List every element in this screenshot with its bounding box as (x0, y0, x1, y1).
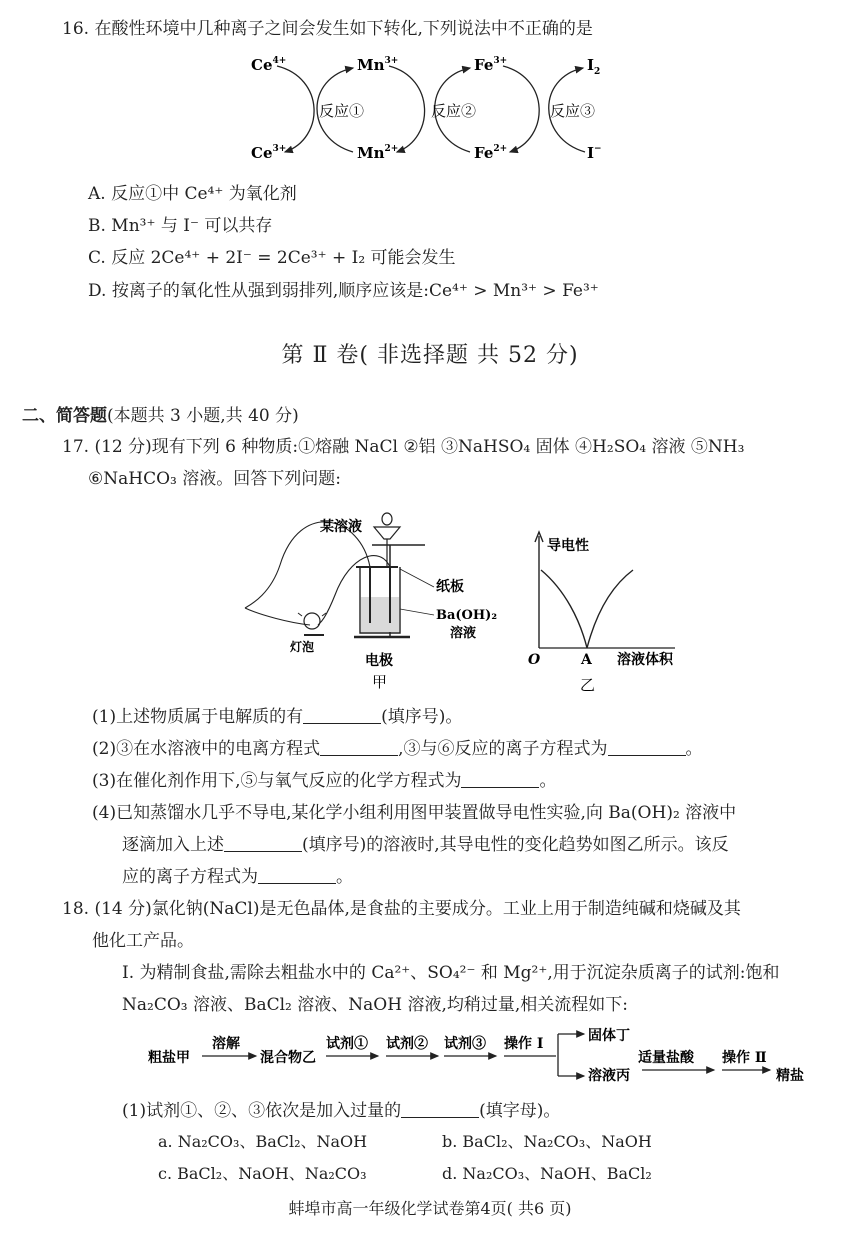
q17-figure-jia (240, 505, 510, 695)
yi-caption: 乙 (580, 676, 596, 694)
q18-sub1 (122, 1100, 560, 1122)
reaction-1-label: 反应① (319, 102, 365, 120)
ion-i-minus: I− (587, 144, 602, 162)
reaction-3-label: 反应③ (550, 102, 596, 120)
q16-redox-diagram (245, 48, 625, 173)
ion-mn2: $Mn^{2+}$ (357, 144, 399, 162)
q16-stem (62, 18, 593, 40)
answer-blank[interactable] (401, 1103, 479, 1118)
q18-line1-text: (14 分)氯化钠(NaCl)是无色晶体,是食盐的主要成分。工业上用于制造纯碱和烧碱及其 (94, 899, 741, 919)
flow-r2: 试剂② (386, 1036, 428, 1052)
ion-fe2: $Fe^{2+}$ (474, 144, 508, 162)
answer-blank[interactable] (303, 709, 381, 724)
section-heading-bold: 二、简答题 (22, 406, 107, 426)
q17-sub3-suffix: 。 (539, 771, 557, 791)
jia-label-board: 纸板 (436, 579, 464, 595)
flow-mix: 混合物乙 (260, 1050, 316, 1066)
jia-label-soln: 溶液 (450, 626, 477, 641)
q17-sub4-line1: (4)已知蒸馏水几乎不导电,某化学小组利用图甲装置做导电性实验,向 Ba(OH)₂ 溶液中 (92, 803, 737, 823)
q16-option-d: D. 按离子的氧化性从强到弱排列,顺序应该是:Ce⁴⁺ > Mn³⁺ > Fe³⁺ (88, 281, 599, 301)
q18-option-b: b. BaCl₂、Na₂CO₃、NaOH (442, 1132, 652, 1151)
q17-sub1-prefix: (1)上述物质属于电解质的有 (92, 707, 304, 727)
q18-line2: 他化工产品。 (92, 931, 194, 951)
section-2-heading (22, 405, 299, 427)
jia-label-baoh: Ba(OH)₂ (436, 608, 498, 623)
q18-part1-line2: Na₂CO₃ 溶液、BaCl₂ 溶液、NaOH 溶液,均稍过量,相关流程如下: (122, 995, 628, 1015)
answer-blank[interactable] (461, 773, 539, 788)
page-footer: 蚌埠市高一年级化学试卷第4页( 共6 页) (288, 1199, 572, 1218)
q17-sub2-prefix: (2)③在水溶液中的电离方程式 (92, 739, 321, 759)
q17-sub1 (92, 706, 462, 728)
q18-flow-diagram (148, 1022, 828, 1092)
q17-sub4-line3-prefix: 应的离子方程式为 (122, 867, 258, 887)
flow-product: 精盐 (776, 1068, 804, 1084)
q17-sub4-line2 (122, 834, 729, 856)
q18-line1 (62, 898, 741, 920)
answer-blank[interactable] (258, 869, 336, 884)
q17-sub3 (92, 770, 556, 792)
q16-option-a: A. 反应①中 Ce⁴⁺ 为氧化剂 (88, 184, 297, 204)
q16-option-c: C. 反应 2Ce⁴⁺ + 2I⁻ = 2Ce³⁺ + I₂ 可能会发生 (88, 248, 456, 268)
section-2-title: 第 Ⅱ 卷( 非选择题 共 52 分) (281, 343, 579, 368)
q17-line2: ⑥NaHCO₃ 溶液。回答下列问题: (88, 469, 341, 489)
q16-option-b: B. Mn³⁺ 与 I⁻ 可以共存 (88, 216, 273, 236)
q17-sub4-line2-prefix: 逐滴加入上述 (122, 835, 224, 855)
jia-caption: 甲 (372, 673, 388, 691)
answer-blank[interactable] (224, 837, 302, 852)
q17-sub1-suffix: (填序号)。 (381, 707, 463, 727)
flow-op2: 操作 Ⅱ (722, 1050, 767, 1066)
q18-option-a: a. Na₂CO₃、BaCl₂、NaOH (158, 1132, 368, 1151)
jia-label-bulb: 灯泡 (290, 640, 315, 654)
q17-sub4-line3-suffix: 。 (336, 867, 353, 887)
q17-line1 (62, 436, 744, 458)
q16-number: 16. (62, 19, 90, 39)
flow-r3: 试剂③ (444, 1036, 486, 1052)
yi-ylabel: 导电性 (547, 538, 589, 554)
q17-figure-yi (525, 530, 695, 695)
q17-line1-text: (12 分)现有下列 6 种物质:①熔融 NaCl ②铝 ③NaHSO₄ 固体 ④H₂SO₄ 溶液 ⑤NH₃ (94, 437, 745, 457)
yi-point-a: A (581, 652, 592, 668)
q17-sub2-suffix: 。 (685, 739, 703, 759)
q18-number: 18. (62, 899, 90, 919)
q17-sub2 (92, 738, 703, 760)
flow-start: 粗盐甲 (148, 1050, 190, 1066)
flow-op1: 操作 Ⅰ (504, 1036, 544, 1052)
section-heading-rest: (本题共 3 小题,共 40 分) (107, 406, 299, 426)
q17-number: 17. (62, 437, 90, 457)
flow-r1: 试剂① (326, 1036, 368, 1052)
ion-ce4: $Ce^{4+}$ (251, 56, 287, 74)
answer-blank[interactable] (608, 741, 686, 756)
answer-blank[interactable] (320, 741, 398, 756)
q16-stem-text: 在酸性环境中几种离子之间会发生如下转化,下列说法中不正确的是 (94, 19, 593, 39)
ion-mn3: $Mn^{3+}$ (357, 56, 399, 74)
jia-label-electrode: 电极 (365, 653, 393, 669)
q18-part1-line1: Ⅰ. 为精制食盐,需除去粗盐水中的 Ca²⁺、SO₄²⁻ 和 Mg²⁺,用于沉淀杂质离子的试剂:饱和 (122, 963, 780, 983)
q17-sub4-line3 (122, 866, 353, 888)
flow-solution: 溶液丙 (588, 1068, 630, 1084)
q17-sub4-line2-suffix: (填序号)的溶液时,其导电性的变化趋势如图乙所示。该反 (302, 835, 729, 855)
q18-sub1-suffix: (填字母)。 (479, 1101, 561, 1121)
jia-label-solution: 某溶液 (320, 519, 362, 535)
ion-fe3: $Fe^{3+}$ (474, 56, 508, 74)
flow-acid: 适量盐酸 (638, 1050, 694, 1066)
ion-i2: $I_2$ (587, 56, 601, 77)
flow-solid: 固体丁 (588, 1028, 630, 1044)
yi-origin: O (528, 652, 541, 668)
reaction-2-label: 反应② (431, 102, 477, 120)
ion-ce3: $Ce^{3+}$ (251, 144, 287, 162)
flow-step1: 溶解 (212, 1036, 240, 1052)
q17-sub2-mid: ,③与⑥反应的离子方程式为 (398, 739, 608, 759)
q18-option-d: d. Na₂CO₃、NaOH、BaCl₂ (442, 1164, 652, 1183)
q18-option-c: c. BaCl₂、NaOH、Na₂CO₃ (158, 1164, 367, 1183)
yi-xlabel: 溶液体积 (617, 652, 673, 668)
q18-sub1-prefix: (1)试剂①、②、③依次是加入过量的 (122, 1101, 402, 1121)
q17-sub3-prefix: (3)在催化剂作用下,⑤与氧气反应的化学方程式为 (92, 771, 462, 791)
